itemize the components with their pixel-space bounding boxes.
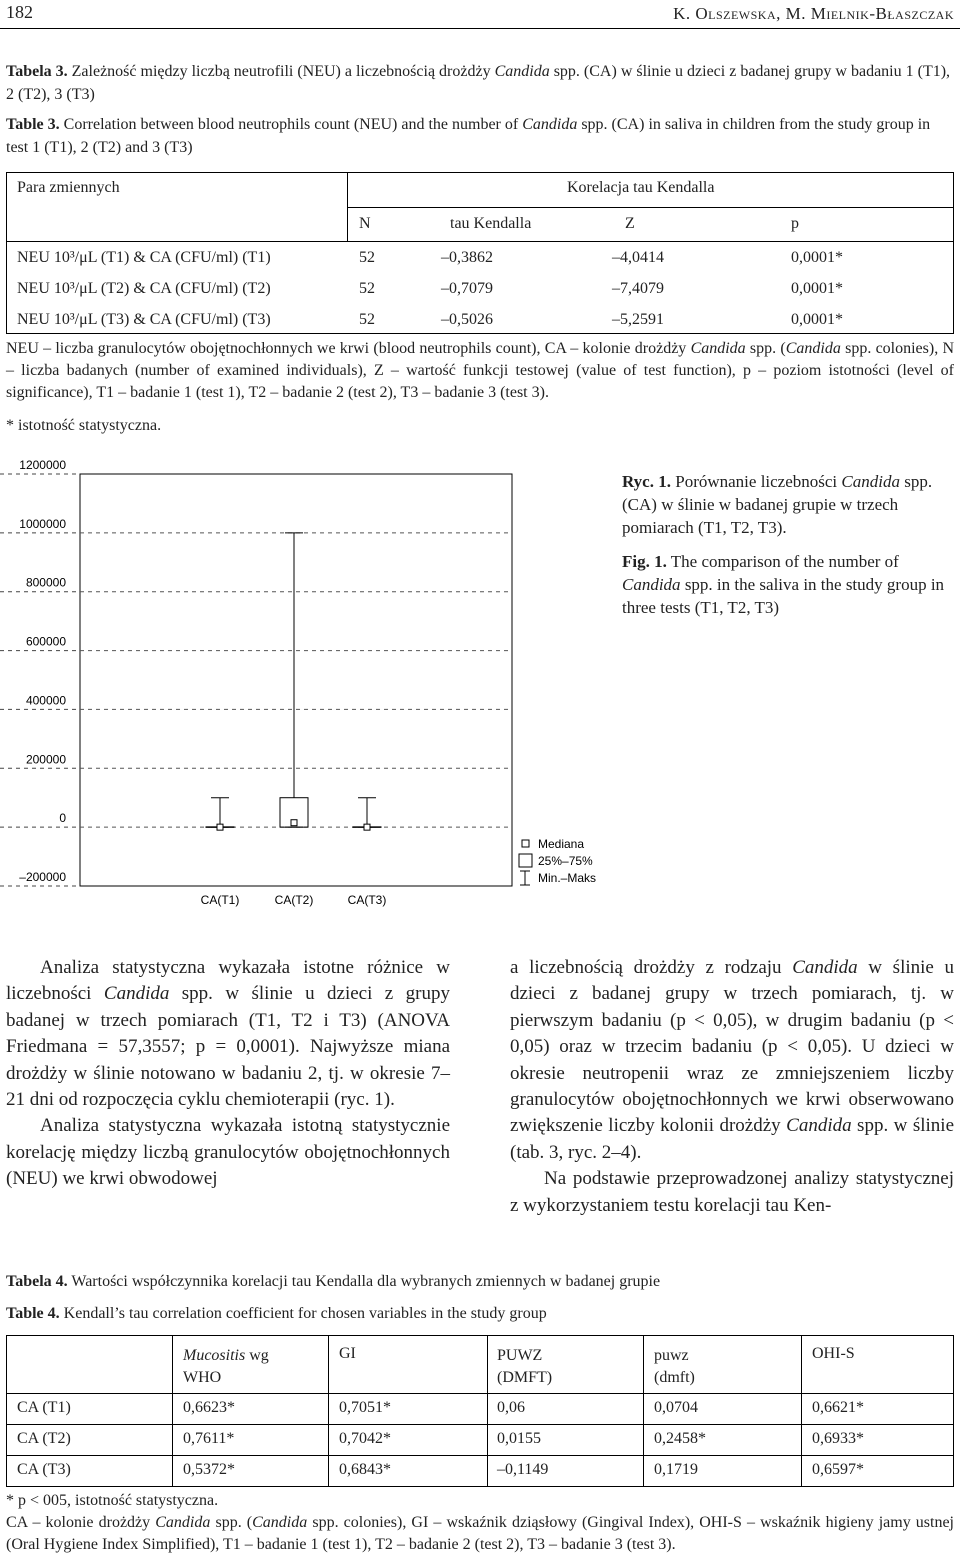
header-tau: tau Kendalla: [450, 215, 532, 232]
table3-caption-pl: Tabela 3. Zależność między liczbą neutrofili (NEU) a liczebnością drożdży Candida spp. (CA) w ślinie u dzieci z badanej grupy w badaniu 1 (T1), 2 (T2), 3 (T3): [6, 63, 951, 103]
boxplot-chart: [0, 460, 620, 920]
table4-significance-note: * p < 005, istotność statystyczna.: [6, 1492, 219, 1509]
table3: [6, 172, 954, 334]
y-tick-label: –200000: [19, 870, 66, 884]
body-paragraph-2: Analiza statystyczna wykazała istotną statystycznie korelację między liczbą granulocytów obojętnochłonnych (NEU) we krwi obwodowej: [6, 1115, 450, 1190]
table4-cell: 0,6933*: [812, 1430, 864, 1447]
table3-cell-p: 0,0001*: [791, 311, 843, 328]
legend-box-label: 25%–75%: [538, 854, 593, 868]
x-tick-label: CA(T1): [200, 893, 240, 907]
median-marker: [291, 820, 297, 826]
table4-caption-pl: Tabela 4. Wartości współczynnika korelacji tau Kendalla dla wybranych zmiennych w badanej grupie: [6, 1273, 661, 1290]
chart-legend: [519, 837, 596, 885]
table4-cell: 0,7051*: [339, 1399, 391, 1416]
figure-caption-pl: Ryc. 1. Porównanie liczebności Candida spp. (CA) w ślinie w badanej grupie w trzech pomiarach (T1, T2, T3).: [622, 472, 933, 537]
y-tick-label: 0: [59, 811, 66, 826]
table4-cell: 0,6843*: [339, 1461, 391, 1478]
table4-cell: 0,0155: [497, 1430, 541, 1447]
table4-cell: 0,0704: [654, 1399, 698, 1416]
table3-cell-pair: NEU 10³/μL (T2) & CA (CFU/ml) (T2): [17, 280, 271, 297]
table4: [6, 1335, 954, 1487]
x-tick-label: CA(T2): [274, 893, 314, 907]
table4-cell: 0,1719: [654, 1461, 698, 1478]
page-number: 182: [6, 2, 33, 22]
header-z: Z: [625, 215, 635, 232]
table3-cell-tau: –0,7079: [441, 280, 493, 297]
table4-cell: 0,7042*: [339, 1430, 391, 1447]
body-paragraph-1: Analiza statystyczna wykazała istotne różnice w liczebności Candida spp. w ślinie u dzieci z grupy badanej w trzech pomiarach (T1, T2 i T3) (ANOVA Friedmana = 57,3557; p = 0,0001). Najwyższe miana drożdży w ślinie notowano w badaniu 2, tj. w okresie 7–21 dni od rozpoczęcia cyklu chemioterapii (ryc. 1).: [6, 957, 450, 1111]
header-puwz-dmft-small: puwz (dmft): [654, 1347, 695, 1386]
median-marker: [364, 824, 370, 830]
table3-cell-z: –5,2591: [612, 311, 664, 328]
body-column-right: [510, 955, 954, 1219]
table3-significance-note: * istotność statystyczna.: [6, 417, 162, 434]
header-n: N: [359, 215, 371, 232]
median-marker: [217, 824, 223, 830]
y-tick-label: 400000: [25, 693, 66, 708]
table4-abbreviations-note: CA – kolonie drożdży Candida spp. (Candida spp. colonies), GI – wskaźnik dziąsłowy (Gingival Index), OHI-S – wskaźnik higieny jamy ustnej (Oral Hygiene Index Simplified), T1 – badanie 1 (test 1), T2 – badanie 2 (test 2), T3 – badanie 3 (test 3).: [6, 1514, 954, 1553]
header-kendall-group: Korelacja tau Kendalla: [567, 179, 715, 196]
table3-cell-n: 52: [359, 249, 375, 266]
table3-cell-n: 52: [359, 311, 375, 328]
table4-cell: 0,06: [497, 1399, 525, 1416]
header-rule: [0, 28, 960, 29]
header-gi: GI: [339, 1345, 356, 1362]
legend-range-label: Min.–Maks: [538, 871, 597, 885]
table4-cell: 0,6623*: [183, 1399, 235, 1416]
header-ohis: OHI-S: [812, 1345, 855, 1362]
table4-cell: –0,1149: [497, 1461, 549, 1478]
x-tick-label: CA(T3): [347, 893, 387, 907]
body-paragraph-4: Na podstawie przeprowadzonej analizy statystycznej z wykorzystaniem testu korelacji tau Ken-: [510, 1168, 954, 1216]
table3-cell-pair: NEU 10³/μL (T1) & CA (CFU/ml) (T1): [17, 249, 271, 266]
running-header-authors: K. Olszewska, M. Mielnik-Błaszczak: [673, 4, 954, 23]
header-pair: Para zmiennych: [17, 179, 120, 196]
table3-cell-z: –7,4079: [612, 280, 664, 297]
table4-caption-en: Table 4. Kendall’s tau correlation coefficient for chosen variables in the study group: [6, 1305, 547, 1322]
y-tick-label: 200000: [25, 752, 66, 767]
legend-box-marker: [519, 854, 532, 867]
table4-cell: 0,6621*: [812, 1399, 864, 1416]
legend-median-marker: [522, 840, 529, 847]
header-mucositis: Mucositis wg WHO: [183, 1347, 269, 1386]
body-paragraph-3: a liczebnością drożdży z rodzaju Candida w ślinie u dzieci z badanej grupy w trzech pomiarach, tj. w pierwszym badaniu (p < 0,05), w drugim badaniu (p < 0,05) oraz w trzecim badaniu (p < 0,05). U dzieci w okresie neutropenii wraz ze zmniejszeniem liczby granulocytów obojętnochłonnych we krwi obserwowano zwiększenie liczby kolonii drożdży Candida spp. w ślinie (tab. 3, ryc. 2–4).: [510, 957, 955, 1163]
table4-row-label: CA (T2): [17, 1430, 71, 1447]
table4-cell: 0,2458*: [654, 1430, 706, 1447]
table4-row-label: CA (T1): [17, 1399, 71, 1416]
header-puwz-dmft: PUWZ (DMFT): [497, 1347, 553, 1386]
table4-row-label: CA (T3): [17, 1461, 71, 1478]
table4-cell: 0,5372*: [183, 1461, 235, 1478]
y-tick-label: 1200000: [19, 460, 66, 472]
body-column-left: [6, 955, 450, 1193]
figure-caption-en: Fig. 1. The comparison of the number of Candida spp. in the saliva in the study group in three tests (T1, T2, T3): [622, 552, 945, 617]
y-tick-label: 800000: [25, 575, 66, 590]
legend-median-label: Mediana: [538, 837, 585, 851]
table3-cell-tau: –0,5026: [441, 311, 493, 328]
table4-cell: 0,6597*: [812, 1461, 864, 1478]
table3-cell-pair: NEU 10³/μL (T3) & CA (CFU/ml) (T3): [17, 311, 271, 328]
table3-abbreviations-note: NEU – liczba granulocytów obojętnochłonnych we krwi (blood neutrophils count), CA – kolonie drożdży Candida spp. (Candida spp. colonies), N – liczba badanych (number of examined individuals), Z – wartość funkcji testowej (value of test function), p – poziom istotności (level of significance), T1 – badanie 1 (test 1), T2 – badanie 2 (test 2), T3 – badanie 3 (test 3).: [6, 340, 955, 401]
table3-cell-n: 52: [359, 280, 375, 297]
table3-cell-z: –4,0414: [612, 249, 664, 266]
header-p: p: [791, 215, 799, 232]
table3-cell-p: 0,0001*: [791, 249, 843, 266]
table3-caption-en: Table 3. Correlation between blood neutrophils count (NEU) and the number of Candida spp. (CA) in saliva in children from the study group in test 1 (T1), 2 (T2) and 3 (T3): [6, 116, 931, 156]
y-tick-label: 1000000: [19, 516, 66, 531]
table3-cell-p: 0,0001*: [791, 280, 843, 297]
y-tick-label: 600000: [25, 634, 66, 649]
table4-cell: 0,7611*: [183, 1430, 235, 1447]
table3-cell-tau: –0,3862: [441, 249, 493, 266]
